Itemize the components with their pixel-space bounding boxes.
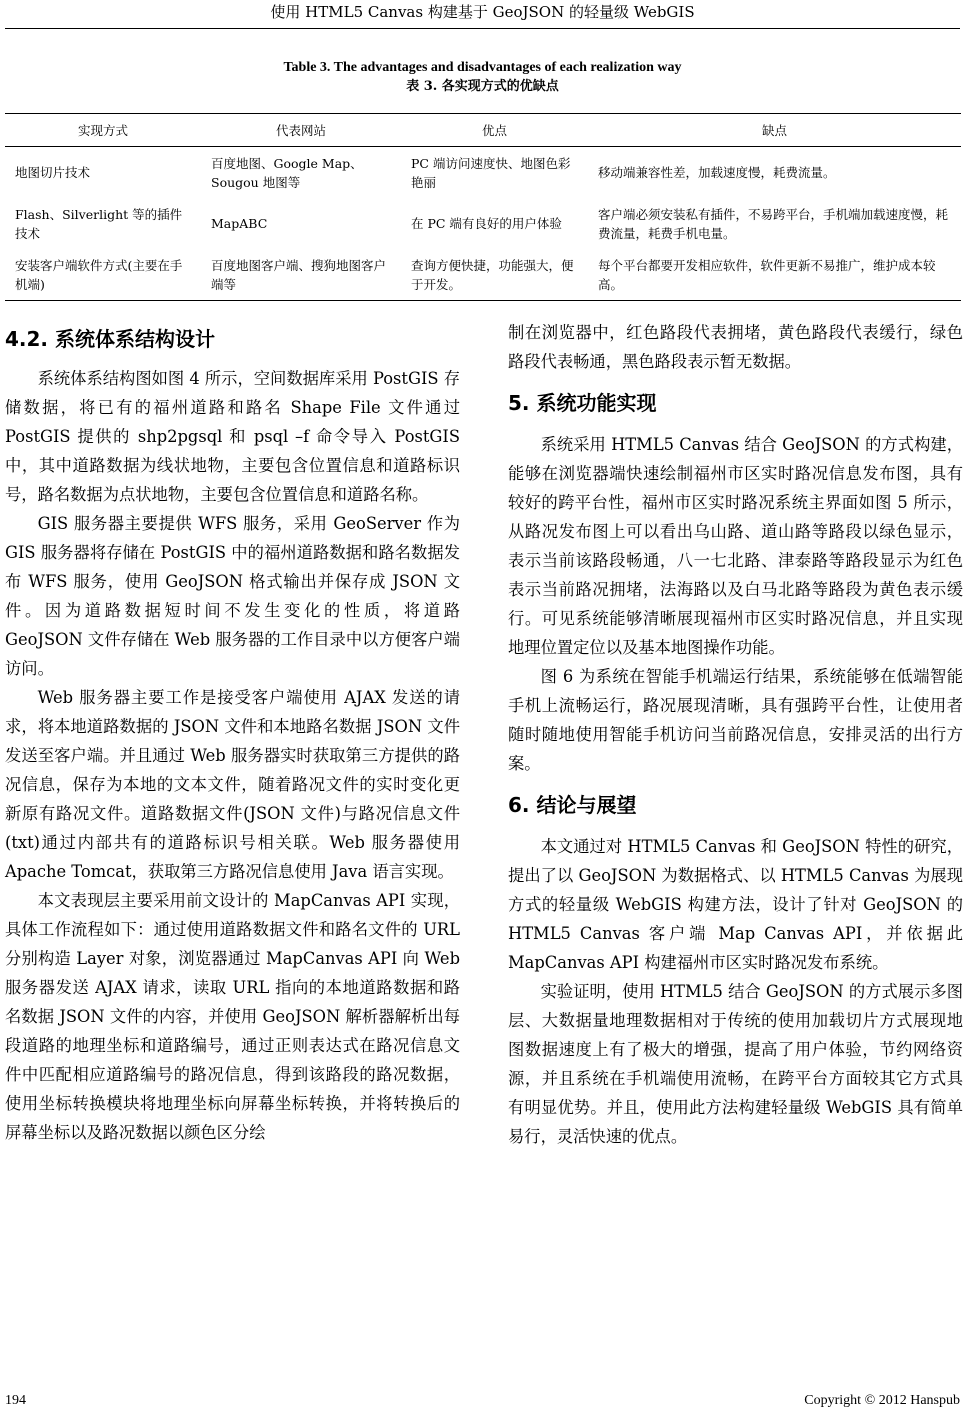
running-title: 使用 HTML5 Canvas 构建基于 GeoJSON 的轻量级 WebGIS: [270, 3, 695, 21]
paragraph: Web 服务器主要工作是接受客户端使用 AJAX 发送的请求，将本地道路数据的 JSON 文件和本地路名数据 JSON 文件发送至客户端。并且通过 Web 服务器实时获取第三方提供的路况信息，保存为本地的文本文件，随着路况文件的实时变化更新原有路况文件。道路数据文件(JSON 文件)与路况信息文件(txt)通过内部共有的道路标识号相关联。Web 服务器使用 Apache Tomcat，获取第三方路况信息使用 Java 语言实现。: [5, 688, 460, 881]
paragraph: GIS 服务器主要提供 WFS 服务，采用 GeoServer 作为 GIS 服务器将存储在 PostGIS 中的福州道路数据和路名数据发布 WFS 服务，使用 GeoJSON 格式输出并保存成 JSON 文件。因为道路数据短时间不发生变化的性质，将道路 GeoJSON 文件存储在 Web 服务器的工作目录中以方便客户端访问。: [5, 514, 460, 678]
table-row: [5, 198, 961, 249]
table-header-cell: 实现方式: [5, 114, 201, 147]
paragraph: 系统采用 HTML5 Canvas 结合 GeoJSON 的方式构建，能够在浏览器端快速绘制福州市区实时路况信息发布图，具有较好的跨平台性，福州市区实时路况系统主界面如图 5 所示，从路况发布图上可以看出乌山路、道山路等路段以绿色显示，表示当前该路段畅通，八一七北路、津泰路等路段显示为红色表示当前路况拥堵，法海路以及白马北路等路段为黄色表示缓行。可见系统能够清晰展现福州市区实时路况信息，并且实现地理位置定位以及基本地图操作功能。: [508, 435, 963, 657]
section-heading-6: 6. 结论与展望: [508, 793, 637, 817]
paragraph: 图 6 为系统在智能手机端运行结果，系统能够在低端智能手机上流畅运行，路况展现清晰，具有强跨平台性，让使用者随时随地使用智能手机访问当前路况信息，安排灵活的出行方案。: [508, 667, 963, 773]
table-caption-zh: 表 3. 各实现方式的优缺点: [406, 79, 559, 94]
table-cell: 查询方便快捷，功能强大，便于开发。: [401, 249, 588, 301]
table-cell: 在 PC 端有良好的用户体验: [411, 216, 562, 231]
copyright-notice: Copyright © 2012 Hanspub: [804, 1393, 960, 1408]
right-column: [508, 318, 963, 1151]
table-header-cell: 优点: [401, 114, 588, 147]
table-cell: 百度地图客户端、搜狗地图客户端等: [201, 249, 401, 301]
table-cell: 每个平台都要开发相应软件，软件更新不易推广，维护成本较高。: [588, 249, 961, 301]
table-cell: 移动端兼容性差，加载速度慢，耗费流量。: [598, 165, 836, 180]
left-column: [5, 318, 460, 1147]
page-number: 194: [5, 1393, 26, 1408]
paragraph: 系统体系结构图如图 4 所示，空间数据库采用 PostGIS 存储数据，将已有的福州道路和路名 Shape File 文件通过 PostGIS 提供的 shp2pgsql 和 psql –f 命令导入 PostGIS 中，其中道路数据为线状地物，主要包含位置信息和道路标识号，路名数据为点状地物，主要包含位置信息和道路名称。: [5, 369, 460, 504]
table-cell: 地图切片技术: [15, 165, 91, 180]
paragraph: 实验证明，使用 HTML5 结合 GeoJSON 的方式展示多图层、大数据量地理数据相对于传统的使用加载切片方式展现地图数据速度上有了极大的增强，提高了用户体验，节约网络资源，并且系统在手机端使用流畅，在跨平台方面较其它方式具有明显优势。并且，使用此方法构建轻量级 WebGIS 具有简单易行，灵活快速的优点。: [508, 982, 963, 1146]
header-rule: [5, 28, 960, 29]
paragraph: 本文通过对 HTML5 Canvas 和 GeoJSON 特性的研究，提出了以 GeoJSON 为数据格式、以 HTML5 Canvas 为展现方式的轻量级 WebGIS 构建方法，设计了针对 GeoJSON 的 HTML5 Canvas 客户端 Map Canvas API，并依据此 MapCanvas API 构建福州市区实时路况发布系统。: [508, 837, 963, 972]
table-cell: MapABC: [211, 216, 268, 231]
section-heading-5: 5. 系统功能实现: [508, 391, 657, 415]
comparison-table: [5, 113, 961, 301]
table-header-row: [5, 114, 961, 147]
table-caption-en: Table 3. The advantages and disadvantages of each realization way: [283, 60, 682, 75]
paragraph-continuation: 制在浏览器中，红色路段代表拥堵，黄色路段代表缓行，绿色路段代表畅通，黑色路段表示暂无数据。: [508, 323, 963, 371]
table-header-cell: 缺点: [588, 114, 961, 147]
table-cell: Flash、Silverlight 等的插件技术: [15, 206, 183, 241]
table-cell: 安装客户端软件方式(主要在手机端): [5, 249, 201, 301]
table-cell: PC 端访问速度快、地图色彩艳丽: [411, 155, 571, 190]
table-cell: 百度地图、Google Map、Sougou 地图等: [211, 155, 363, 190]
table-row: [5, 249, 961, 301]
table-cell: 客户端必须安装私有插件，不易跨平台，手机端加载速度慢，耗费流量，耗费手机电量。: [598, 206, 949, 241]
section-heading-4-2: 4.2. 系统体系结构设计: [5, 327, 215, 351]
table-row: [5, 147, 961, 199]
paragraph: 本文表现层主要采用前文设计的 MapCanvas API 实现，具体工作流程如下：通过使用道路数据文件和路名文件的 URL 分别构造 Layer 对象，浏览器通过 MapCanvas API 向 Web 服务器发送 AJAX 请求，读取 URL 指向的本地道路数据和路名数据 JSON 文件的内容，并使用 GeoJSON 解析器解析出每段道路的地理坐标和道路编号，通过正则表达式在路况信息文件中匹配相应道路编号的路况信息，得到该路段的路况数据，使用坐标转换模块将地理坐标向屏幕坐标转换，并将转换后的屏幕坐标以及路况数据以颜色区分绘: [5, 891, 460, 1142]
table-header-cell: 代表网站: [201, 114, 401, 147]
